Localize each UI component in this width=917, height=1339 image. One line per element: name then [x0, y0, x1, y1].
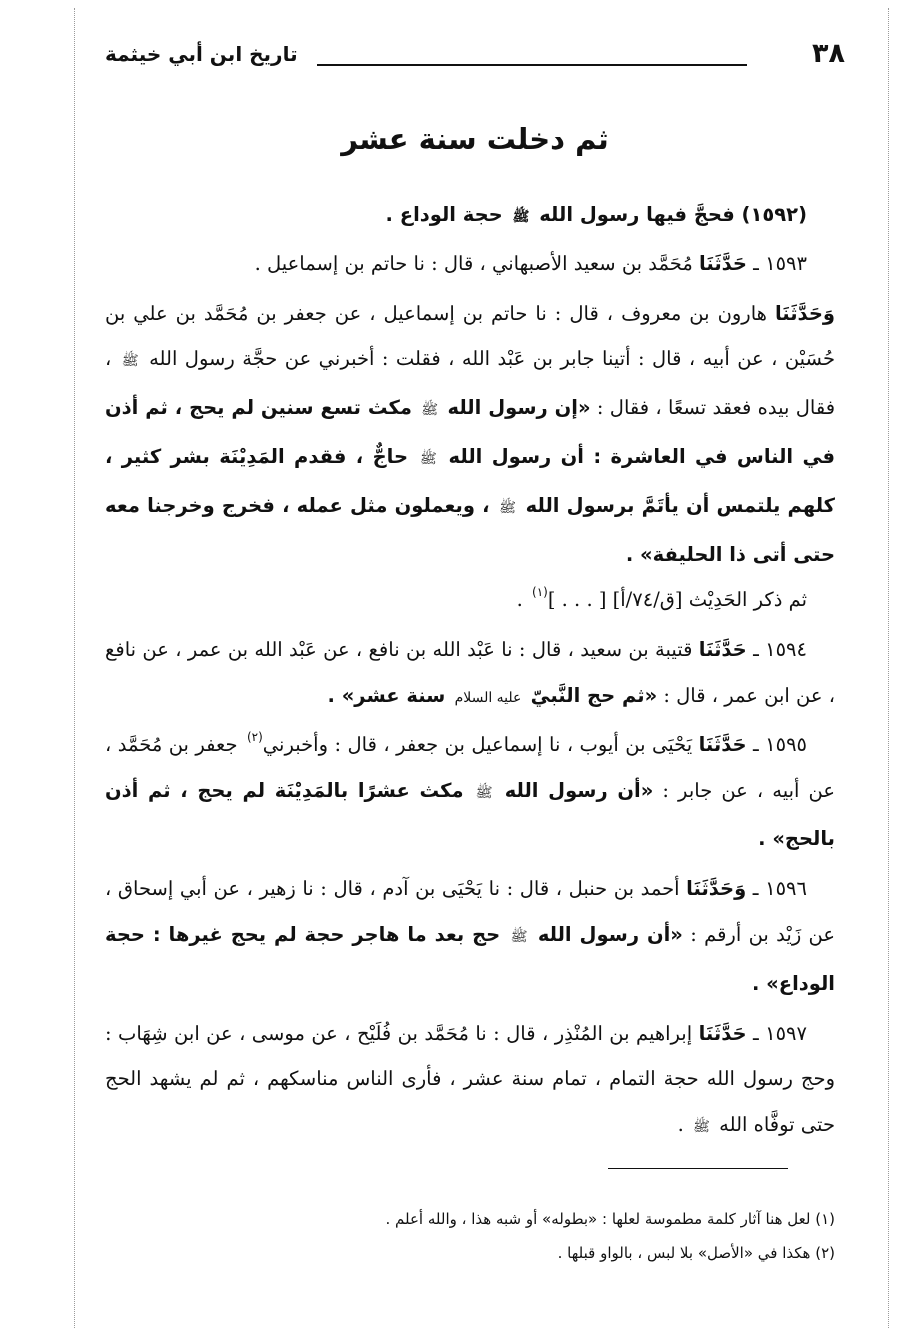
header-rule — [317, 64, 747, 66]
entry-number: ١٥٩٧ ـ — [752, 1021, 808, 1045]
hadith-quote: حج بعد ما هاجر حجة لم يحج غيرها : حجة الوداع» . — [105, 922, 835, 995]
entry-1593-second-chain — [105, 291, 835, 578]
margin-dotted-line-right — [888, 8, 889, 1328]
footnote-marker: (٢) — [246, 729, 263, 744]
entry-text: يَحْيَى بن أيوب ، نا إسماعيل بن جعفر ، قال : — [334, 732, 693, 756]
salutation-glyph: ﷺ — [512, 209, 530, 225]
footnote-2: (٢) هكذا في «الأصل» بلا لبس ، بالواو قبلها . — [557, 1244, 835, 1262]
narration-term: حَدَّثَنَا — [699, 251, 747, 275]
salutation-glyph: ﷺ — [693, 1119, 710, 1136]
salutation-glyph: ﷺ — [499, 499, 517, 516]
entry-number: ١٥٩٦ ـ — [752, 877, 807, 901]
page-header — [105, 38, 845, 78]
entry-text: قتيبة بن سعيد ، قال : نا عَبْد الله بن نافع ، عن عَبْد الله بن عمر ، عن نافع ، عن ابن عمر ، قال : — [105, 638, 835, 707]
hadith-quote: مكث تسع سنين لم يحج ، ثم أذن في الناس في العاشرة : أن رسول الله — [105, 396, 835, 468]
hadith-quote: «ثم حج النَّبيّ — [530, 683, 658, 707]
hadith-quote: حاجٌّ ، فقدم المَدِيْنَة بشر كثير ، كلهم يلتمس أن يأتَمَّ برسول الله — [105, 444, 836, 517]
page-number: ٣٨ — [812, 38, 845, 69]
entry-text: فحجَّ فيها رسول الله — [539, 203, 735, 226]
narration-term: حَدَّثَنَا — [698, 732, 747, 756]
entry-1596 — [105, 866, 835, 1006]
hadith-quote: ، ويعملون مثل عمله ، فخرج وخرجنا معه حتى أتى ذا الحليفة» . — [105, 493, 835, 566]
entry-text: . — [677, 1113, 684, 1137]
salutation-glyph: ﷺ — [419, 450, 437, 467]
entry-number: ١٥٩٣ ـ — [753, 251, 807, 275]
footnotes — [105, 1202, 835, 1270]
entry-1593 — [105, 241, 835, 287]
hadith-quote: «أن رسول الله — [537, 922, 683, 946]
hadith-quote: سنة عشر» . — [327, 683, 446, 707]
entry-1595 — [105, 722, 835, 862]
salutation-glyph: ﷺ — [421, 402, 439, 419]
salutation-glyph: ﷺ — [475, 784, 493, 801]
entry-text: جعفر بن مُحَمَّد ، عن أبيه ، عن جابر : — [105, 732, 836, 802]
running-book-title: تاريخ ابن أبي خيثمة — [105, 42, 298, 66]
section-heading: ثم دخلت سنة عشر — [341, 122, 609, 156]
hadith-quote: «أن رسول الله — [504, 778, 654, 802]
entry-text: . — [516, 588, 523, 612]
entry-text: ثم ذكر الحَدِيْث [ق/٧٤/أ] [ . . . ] — [547, 588, 807, 612]
footnote-separator — [608, 1168, 788, 1169]
narration-term: وَحَدَّثَنَا — [686, 877, 747, 901]
entry-1592 — [105, 192, 835, 241]
entry-text: وأخبرني — [262, 732, 329, 756]
footnote-marker: (١) — [532, 585, 548, 600]
entry-1594 — [105, 627, 835, 722]
salutation-glyph: ﷺ — [510, 928, 528, 945]
entry-1593-note — [105, 577, 835, 623]
narration-term: وَحَدَّثَنَا — [774, 301, 835, 325]
entry-text: إبراهيم بن المُنْذِر ، قال : نا مُحَمَّد بن فُلَيْح ، عن موسى ، عن ابن شِهَاب : وحج رسول الله حجة التمام ، تمام سنة عشر ، فأرى الناس مناسكهم ، ثم لم يشهد الحج حتى توفَّاه الله — [105, 1021, 835, 1137]
entry-text: حجة الوداع . — [385, 203, 503, 226]
hadith-quote: مكث عشرًا بالمَدِيْنَة لم يحج ، ثم أذن بالحج» . — [105, 778, 835, 851]
salutation-glyph: ﷺ — [121, 353, 139, 370]
narration-term: حَدَّثَنَا — [698, 638, 747, 662]
entry-text: ، فقال بيده فعقد تسعًا ، فقال : — [105, 347, 836, 420]
entry-number: (١٥٩٢) — [741, 203, 807, 226]
entry-text: مُحَمَّد بن سعيد الأصبهاني ، قال : نا حاتم بن إسماعيل . — [254, 251, 693, 275]
footnote-1: (١) لعل هنا آثار كلمة مطموسة لعلها : «بطوله» أو شبه هذا ، والله أعلم . — [385, 1210, 835, 1228]
entry-number: ١٥٩٥ ـ — [752, 732, 808, 756]
salutation-glyph: عليه السلام — [454, 689, 522, 706]
hadith-quote: «إن رسول الله — [447, 396, 591, 420]
page-body — [105, 192, 835, 1151]
entry-1597 — [105, 1011, 835, 1151]
entry-text: أحمد بن حنبل ، قال : نا يَحْيَى بن آدم ، قال : نا زهير ، عن أبي إسحاق ، عن زَيْد بن أرقم : — [105, 877, 836, 946]
margin-dotted-line-left — [74, 8, 75, 1328]
entry-text: هارون بن معروف ، قال : نا حاتم بن إسماعيل ، عن جعفر بن مُحَمَّد بن علي بن حُسَيْن ، عن أبيه ، قال : أتينا جابر بن عَبْد الله ، فقلت : أخبرني عن حجَّة رسول الله — [105, 301, 836, 371]
narration-term: حَدَّثَنَا — [698, 1021, 747, 1045]
entry-number: ١٥٩٤ ـ — [753, 638, 808, 662]
